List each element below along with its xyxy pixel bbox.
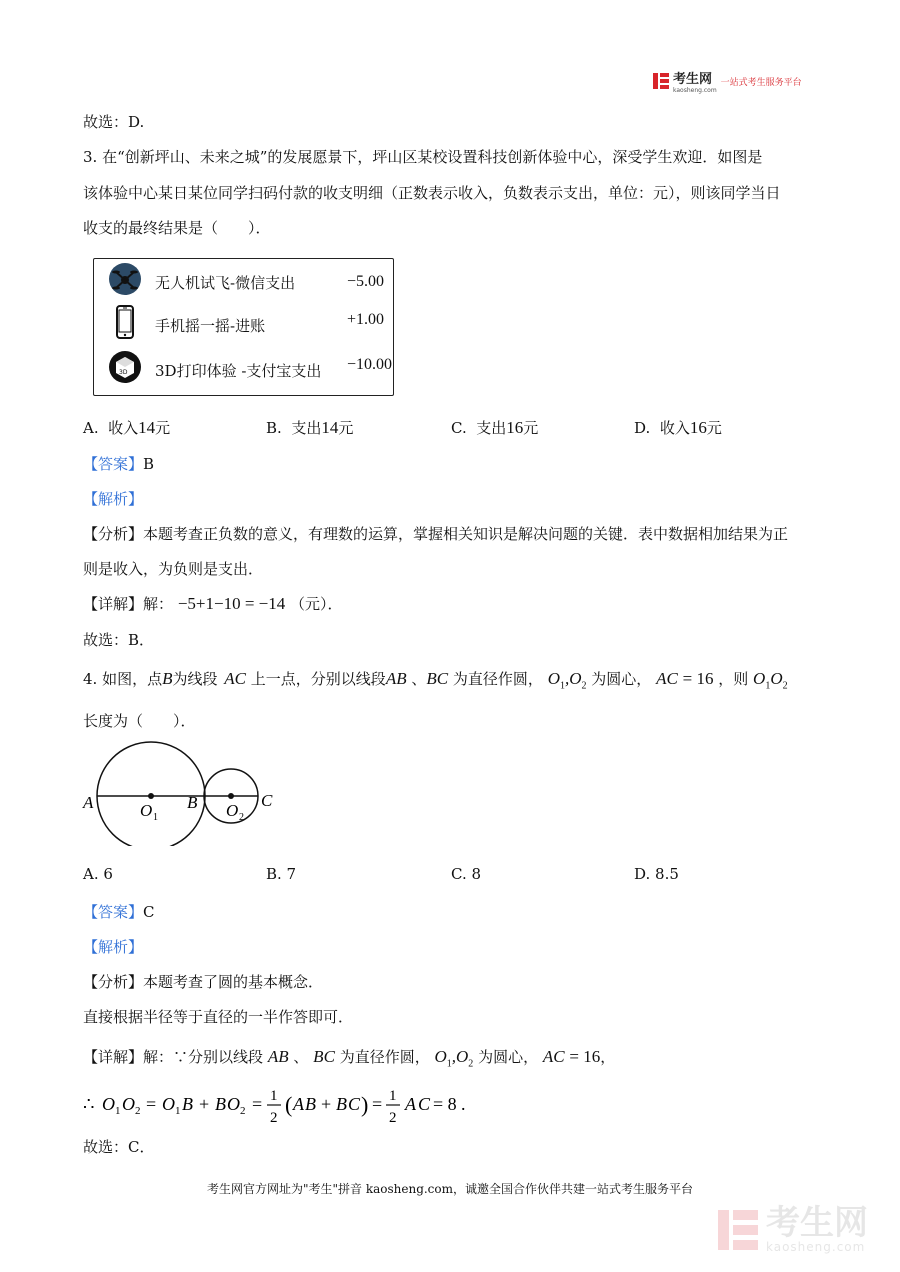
receipt-amount: −5.00 xyxy=(347,273,385,290)
q4-fenxi: 【分析】本题考查了圆的基本概念． xyxy=(83,973,324,991)
svg-text:): ) xyxy=(361,1092,369,1117)
label-c: C xyxy=(261,791,273,810)
receipt-label: 3D打印体验 -支付宝支出 xyxy=(155,362,322,380)
watermark-text: 考生网 xyxy=(766,1203,868,1243)
formula-o: O xyxy=(122,1094,135,1114)
formula-b: B xyxy=(336,1094,347,1114)
svg-text:.: . xyxy=(461,1094,466,1114)
receipt-amount: +1.00 xyxy=(347,311,385,328)
svg-text:1: 1 xyxy=(270,1088,278,1104)
therefore-symbol: ∴ xyxy=(83,1094,95,1114)
q4-stem-line2: 长度为（ ）． xyxy=(83,712,196,730)
q4-xiangjie: 【详解】解：∵分别以线段 AB 、 BC 为直径作圆， $O_1,O_2$ 为圆心， AC = 16， xyxy=(83,1047,616,1070)
q3-option-a: A. 收入14元 xyxy=(83,418,171,437)
label-o2-sub: 2 xyxy=(239,812,244,823)
svg-text:+: + xyxy=(199,1094,210,1114)
q3-conclusion: 故选：B． xyxy=(83,631,155,649)
logo-slogan: 一站式考生服务平台 xyxy=(720,77,802,88)
formula-result: = 8 xyxy=(433,1094,457,1114)
q3-fenxi-line2: 则是收入，为负则是支出． xyxy=(83,560,264,578)
q3-stem-line3: 收支的最终结果是（ ）． xyxy=(83,219,271,237)
svg-text:(: ( xyxy=(285,1092,293,1117)
q4-option-d: D. 8.5 xyxy=(634,865,679,883)
point-o1 xyxy=(148,793,154,799)
prev-conclusion: 故选：D. xyxy=(83,113,145,131)
logo-domain: kaosheng.com xyxy=(673,86,717,94)
phone-icon xyxy=(108,305,142,339)
q4-circles-figure xyxy=(80,736,290,846)
svg-text:+: + xyxy=(321,1094,332,1114)
label-o1: O xyxy=(140,801,153,820)
receipt-row-phone xyxy=(94,305,393,345)
svg-text:=: = xyxy=(146,1094,157,1114)
formula-a: A xyxy=(293,1094,304,1114)
formula-o: O xyxy=(227,1094,240,1114)
watermark xyxy=(716,1203,868,1254)
q4-analysis-heading: 【解析】 xyxy=(83,938,144,956)
formula-sub: 1 xyxy=(115,1105,121,1117)
point-o2 xyxy=(228,793,234,799)
formula-a: A xyxy=(405,1094,416,1114)
receipt-label: 手机摇一摇-进账 xyxy=(155,317,266,335)
q3-xiangjie: 【详解】解： −5+1−10 = −14 （元）． xyxy=(83,594,343,613)
q3-option-b: B. 支出14元 xyxy=(266,418,354,437)
formula-b: B xyxy=(215,1094,226,1114)
q3-option-d: D. 收入16元 xyxy=(634,418,722,437)
q4-direct: 直接根据半径等于直径的一半作答即可． xyxy=(83,1008,354,1026)
formula-b: B xyxy=(305,1094,316,1114)
receipt-label: 无人机试飞-微信支出 xyxy=(155,274,296,292)
svg-text:2: 2 xyxy=(270,1110,278,1126)
watermark-domain: kaosheng.com xyxy=(766,1240,866,1254)
receipt-amount: −10.00 xyxy=(347,356,393,373)
q3-stem-line2: 该体验中心某日某位同学扫码付款的收支明细（正数表示收入，负数表示支出，单位：元），则该同学当日 xyxy=(83,184,781,202)
receipt-row-3d-print xyxy=(94,350,393,390)
formula-c: C xyxy=(418,1094,431,1114)
label-b: B xyxy=(187,793,198,812)
drone-icon xyxy=(108,262,142,296)
q4-answer: 【答案】C xyxy=(83,903,155,921)
svg-text:3D: 3D xyxy=(119,369,128,376)
q4-formula xyxy=(80,1080,480,1130)
formula-o: O xyxy=(162,1094,175,1114)
label-o1-sub: 1 xyxy=(153,812,158,823)
label-o2: O xyxy=(226,801,239,820)
formula-sub: 1 xyxy=(175,1105,181,1117)
watermark-logo-icon xyxy=(716,1208,760,1252)
q4-stem-line1: 4. 如图，点B为线段 AC 上一点，分别以线段AB 、BC 为直径作圆， $O_1,O_2$ 为圆心， AC = 16 ，则 $O_1O_2$ xyxy=(83,669,788,692)
header-logo xyxy=(652,70,802,92)
formula-o: O xyxy=(102,1094,115,1114)
q4-option-c: C. 8 xyxy=(451,865,482,883)
kaosheng-logo-icon xyxy=(652,72,670,90)
q4-conclusion: 故选：C． xyxy=(83,1138,155,1156)
receipt-row-drone xyxy=(94,262,393,302)
svg-text:1: 1 xyxy=(389,1088,397,1104)
q3-answer: 【答案】B xyxy=(83,455,155,473)
q3-fenxi-line1: 【分析】本题考查正负数的意义，有理数的运算，掌握相关知识是解决问题的关键．表中数据相加结果为正 xyxy=(83,525,789,543)
logo-brand: 考生网 xyxy=(673,71,713,87)
q4-option-b: B. 7 xyxy=(266,865,297,883)
q3-analysis-heading: 【解析】 xyxy=(83,490,144,508)
q4-option-a: A. 6 xyxy=(83,865,113,883)
q3-stem-line1: 3. 在“创新坪山、未来之城”的发展愿景下，坪山区某校设置科技创新体验中心，深受学生欢迎．如图是 xyxy=(83,148,763,166)
formula-sub: 2 xyxy=(240,1105,246,1117)
q3-option-c: C. 支出16元 xyxy=(451,418,539,437)
formula-sub: 2 xyxy=(135,1105,141,1117)
svg-text:2: 2 xyxy=(389,1110,397,1126)
svg-text:=: = xyxy=(372,1094,383,1114)
formula-b: B xyxy=(182,1094,193,1114)
q3-receipt-figure xyxy=(93,258,394,396)
svg-text:=: = xyxy=(252,1094,263,1114)
page-footer: 考生网官方网址为"考生"拼音 kaosheng.com，诚邀全国合作伙伴共建一站式考生服务平台 xyxy=(206,1182,694,1196)
formula-c: C xyxy=(348,1094,361,1114)
label-a: A xyxy=(83,793,94,812)
3d-print-icon xyxy=(108,350,142,384)
